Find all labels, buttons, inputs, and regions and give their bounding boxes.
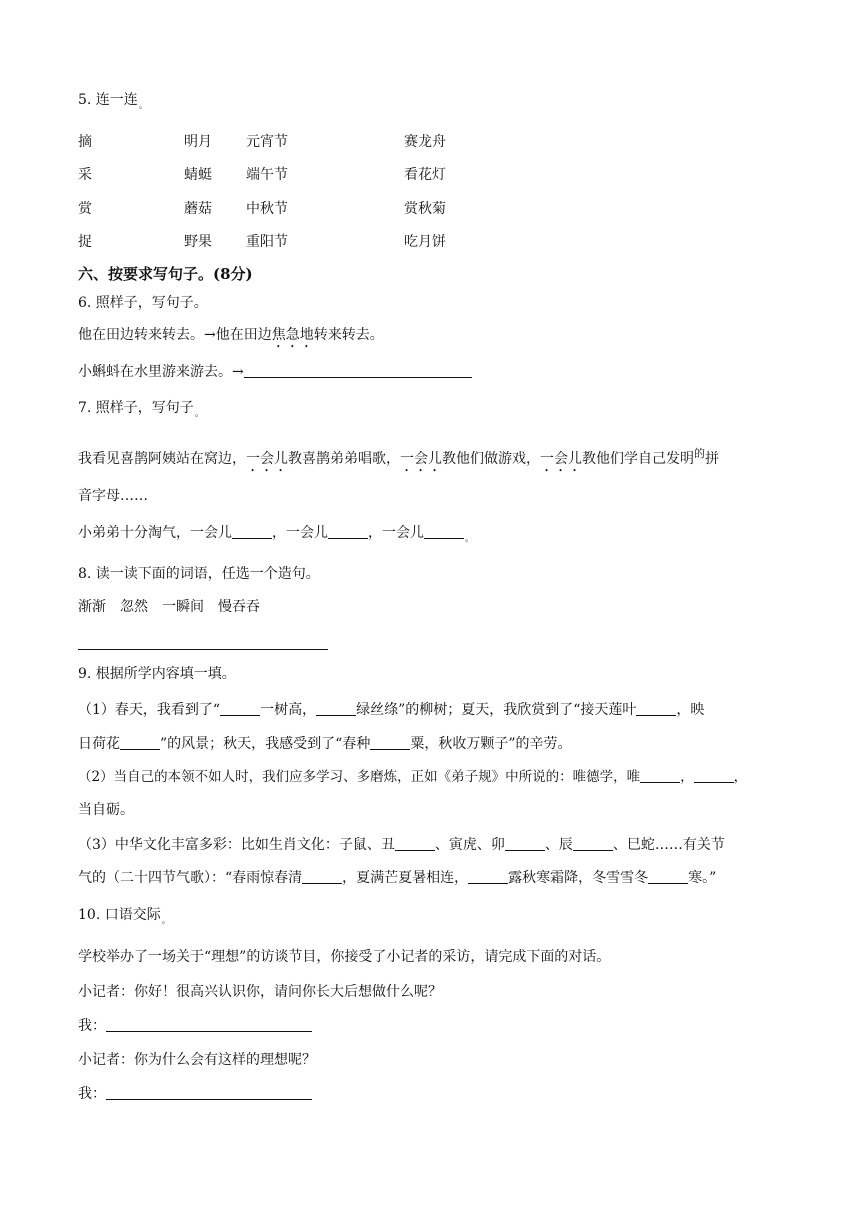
q9-title: 9. 根据所学内容填一填。: [78, 666, 236, 682]
answer-blank[interactable]: [328, 524, 368, 539]
answer-blank[interactable]: [694, 768, 734, 783]
q8-words: 渐渐 忽然 一瞬间 慢吞吞: [78, 599, 260, 615]
answer-blank[interactable]: [220, 701, 260, 716]
q9-part1-line1: （1）春天，我看到了“ 一树高， 绿丝绦”的柳树；夏天，我欣赏到了“接天莲叶 ，映: [78, 702, 705, 718]
q5-col3-item: 元宵节: [246, 134, 288, 150]
q5-title: 5. 连一连$_。$: [78, 92, 148, 111]
q5-col2-item: 野果: [184, 234, 212, 250]
answer-blank[interactable]: [302, 869, 342, 884]
answer-blank[interactable]: [505, 836, 545, 851]
q7-example-cont: 音字母……: [78, 488, 148, 504]
answer-blank[interactable]: [573, 836, 613, 851]
q5-col1-item: 赏: [78, 201, 92, 217]
q5-col3-item: 重阳节: [246, 234, 288, 250]
q10-answer-line: 我：: [78, 1016, 312, 1036]
answer-line[interactable]: [78, 649, 328, 650]
q5-col3-item: 端午节: [246, 167, 288, 183]
answer-blank[interactable]: [316, 701, 356, 716]
answer-blank[interactable]: [244, 363, 472, 378]
q5-col4-item: 赏秋菊: [404, 201, 446, 217]
answer-blank[interactable]: [648, 869, 688, 884]
answer-blank[interactable]: [424, 524, 464, 539]
q5-col2-item: 蘑菇: [184, 201, 212, 217]
answer-blank[interactable]: [120, 735, 160, 750]
answer-blank[interactable]: [232, 524, 272, 539]
answer-blank[interactable]: [106, 1085, 312, 1100]
q6-title: 6. 照样子，写句子。: [78, 295, 208, 311]
q5-col2-item: 蜻蜓: [184, 167, 212, 183]
q5-col1-item: 采: [78, 167, 92, 183]
answer-blank[interactable]: [636, 701, 676, 716]
q10-title: 10. 口语交际$_。$: [78, 907, 171, 926]
section-heading: 六、按要求写句子。(8分): [78, 265, 253, 283]
q9-part2-line1: （2）当自己的本领不如人时，我们应多学习、多磨炼，正如《弟子规》中所说的：唯德学，唯 ， ，: [78, 769, 748, 785]
q5-col1-item: 摘: [78, 134, 92, 150]
q10-intro: 学校举办了一场关于“理想”的访谈节目，你接受了小记者的采访，请完成下面的对话。: [78, 949, 611, 965]
q9-part1-line2: 日荷花 ”的风景；秋天，我感受到了“春种 粟，秋收万颗子”的辛劳。: [78, 736, 572, 752]
q5-col2-item: 明月: [184, 134, 212, 150]
q5-col1-item: 捉: [78, 234, 92, 250]
answer-blank[interactable]: [468, 869, 508, 884]
answer-blank[interactable]: [106, 1017, 312, 1032]
q6-example: 他在田边转来转去。→他在田边焦急地转来转去。: [78, 327, 384, 343]
answer-blank[interactable]: [640, 768, 680, 783]
q6-prompt: 小蝌蚪在水里游来游去。→: [78, 362, 472, 382]
q8-title: 8. 读一读下面的词语，任选一个造句。: [78, 566, 320, 582]
q7-example: 我看见喜鹊阿姨站在窝边，一会儿教喜鹊弟弟唱歌，一会儿教他们做游戏，一会儿教他们学自己发明$^的$拼: [78, 447, 719, 467]
q10-reporter-line: 小记者：你好！很高兴认识你，请问你长大后想做什么呢？: [78, 984, 442, 1000]
answer-blank[interactable]: [370, 735, 410, 750]
q9-part3-line1: （3）中华文化丰富多彩：比如生肖文化：子鼠、丑 、寅虎、卯 、辰 、巳蛇……有关节: [78, 837, 725, 853]
q5-col4-item: 吃月饼: [404, 234, 446, 250]
q9-part3-line2: 气的（二十四节气歌）：“春雨惊春清 ，夏满芒夏暑相连， 露秋寒霜降，冬雪雪冬 寒。”: [78, 870, 717, 886]
q7-title: 7. 照样子，写句子$_。$: [78, 400, 204, 419]
q5-col4-item: 看花灯: [404, 167, 446, 183]
answer-blank[interactable]: [395, 836, 435, 851]
q5-col4-item: 赛龙舟: [404, 134, 446, 150]
q10-reporter-line: 小记者：你为什么会有这样的理想呢？: [78, 1052, 316, 1068]
q9-part2-line2: 当自砺。: [78, 802, 134, 818]
q7-prompt: 小弟弟十分淘气，一会儿 ，一会儿 ，一会儿 $_。$: [78, 525, 475, 544]
q10-answer-line: 我：: [78, 1084, 312, 1104]
q5-col3-item: 中秋节: [246, 201, 288, 217]
